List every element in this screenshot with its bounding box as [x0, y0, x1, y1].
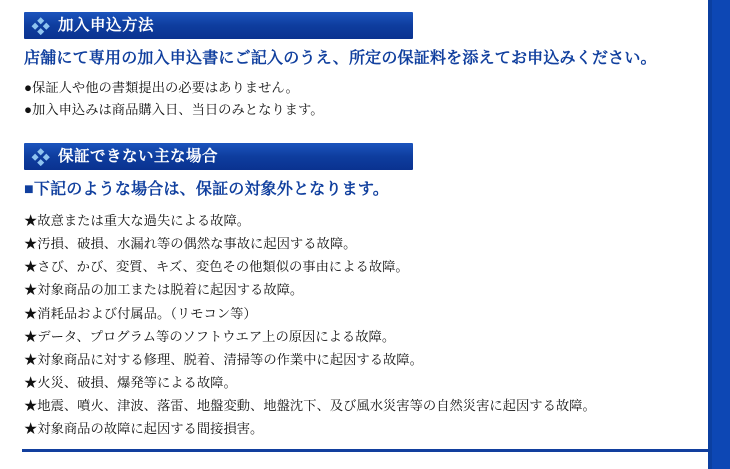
list-item: ●加入申込みは商品購入日、当日のみとなります。 [24, 102, 324, 118]
section-lead-text: ■下記のような場合は、保証の対象外となります。 [24, 181, 389, 199]
section-title: 加入申込方法 [58, 16, 155, 34]
list-item: ★対象商品の加工または脱着に起因する故障。 [24, 282, 304, 298]
list-item: ★対象商品の故障に起因する間接損害。 [24, 421, 264, 437]
list-item: ★さび、かび、変質、キズ、変色その他類似の事由による故障。 [24, 259, 409, 275]
list-item: ●保証人や他の書類提出の必要はありません。 [24, 79, 299, 95]
section-spacer [24, 121, 684, 143]
list-item: ★消耗品および付属品。（リモコン等） [24, 305, 257, 321]
list-item: ★地震、噴火、津波、落雷、地盤変動、地盤沈下、及び風水災害等の自然災害に起因する故障。 [24, 398, 596, 414]
list-item: ★火災、破損、爆発等による故障。 [24, 374, 237, 390]
section-title: 保証できない主な場合 [58, 148, 219, 166]
section-header-non-covered-cases [24, 143, 413, 170]
bullet-list-application-method [24, 77, 684, 122]
section-lead-text: 店舗にて専用の加入申込書にご記入のうえ、所定の保証料を添えてお申込みください。 [24, 50, 657, 67]
document-content [24, 12, 684, 440]
exclusion-list [24, 209, 684, 440]
right-edge-inner-bar [712, 0, 730, 469]
right-edge-decoration [708, 0, 730, 469]
section-header-application-method [24, 12, 413, 39]
diamond-cluster-icon [24, 17, 58, 35]
list-item: ★汚損、破損、水漏れ等の偶然な事故に起因する故障。 [24, 236, 357, 252]
diamond-cluster-icon [24, 148, 58, 166]
bottom-divider [22, 449, 708, 452]
list-item: ★故意または重大な過失による故障。 [24, 213, 251, 229]
list-item: ★対象商品に対する修理、脱着、清掃等の作業中に起因する故障。 [24, 351, 423, 367]
list-item: ★データ、プログラム等のソフトウエア上の原因による故障。 [24, 328, 396, 344]
